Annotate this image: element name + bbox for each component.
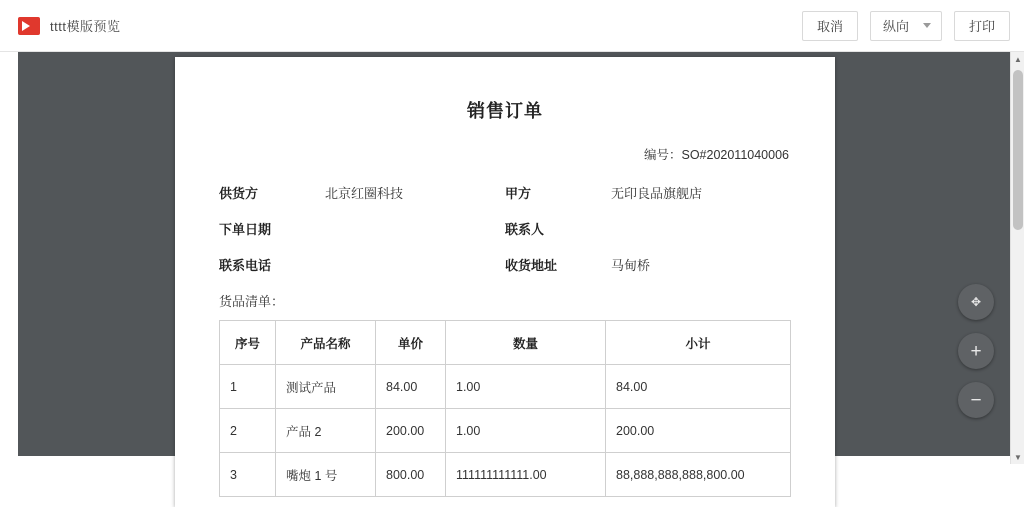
info-cell [219, 183, 505, 202]
cell-quantity: 111111111111.00 [446, 453, 606, 497]
items-table [219, 320, 791, 497]
zoom-in-button[interactable]: + [958, 333, 994, 369]
window-title: tttt模版预览 [50, 19, 121, 34]
table-row [220, 453, 791, 497]
zoom-out-button[interactable]: − [958, 382, 994, 418]
supplier-value: 北京红圈科技 [325, 186, 404, 201]
info-row [219, 255, 791, 274]
cell-quantity: 1.00 [446, 365, 606, 409]
header-unit-price: 单价 [376, 321, 446, 365]
scrollbar-thumb[interactable] [1013, 70, 1023, 230]
chevron-down-icon [923, 23, 931, 28]
address-label: 收货地址 [505, 258, 558, 273]
cell-subtotal: 84.00 [606, 365, 791, 409]
document-title: 销售订单 [467, 101, 543, 121]
scroll-down-icon[interactable]: ▼ [1014, 452, 1022, 462]
info-cell [505, 219, 791, 238]
contact-label: 联系人 [505, 222, 545, 237]
orientation-value: 纵向 [882, 19, 909, 34]
buyer-value: 无印良品旗舰店 [611, 186, 703, 201]
orientation-select[interactable] [870, 11, 942, 41]
buyer-label: 甲方 [505, 186, 532, 201]
pdf-logo-icon [18, 17, 40, 35]
titlebar [0, 0, 1024, 52]
zoom-controls [958, 284, 994, 418]
phone-label: 联系电话 [219, 258, 272, 273]
cell-unit-price: 200.00 [376, 409, 446, 453]
header-index: 序号 [220, 321, 276, 365]
vertical-scrollbar[interactable] [1010, 52, 1024, 464]
supplier-label: 供货方 [219, 186, 259, 201]
info-cell [505, 255, 791, 274]
goods-list-caption: 货品清单： [219, 294, 285, 309]
info-cell [505, 183, 791, 202]
cell-product-name: 测试产品 [276, 365, 376, 409]
info-cell [219, 255, 505, 274]
info-row [219, 183, 791, 202]
cancel-button[interactable]: 取消 [802, 11, 858, 41]
document-code: 编号：SO#202011040006 [643, 148, 789, 162]
cell-index: 1 [220, 365, 276, 409]
table-row [220, 409, 791, 453]
cell-unit-price: 84.00 [376, 365, 446, 409]
document-page [175, 57, 835, 507]
address-value: 马甸桥 [611, 258, 651, 273]
order-info [219, 183, 791, 274]
header-subtotal: 小计 [606, 321, 791, 365]
cell-quantity: 1.00 [446, 409, 606, 453]
fit-to-page-icon: ✥ [970, 295, 982, 309]
cell-product-name: 嘴炮 1 号 [276, 453, 376, 497]
cell-unit-price: 800.00 [376, 453, 446, 497]
scroll-up-icon[interactable]: ▲ [1014, 54, 1022, 64]
info-row [219, 219, 791, 238]
document-viewer[interactable] [18, 52, 1016, 483]
cell-subtotal: 200.00 [606, 409, 791, 453]
cell-subtotal: 88,888,888,888,800.00 [606, 453, 791, 497]
brand [18, 16, 120, 35]
order-date-label: 下单日期 [219, 222, 272, 237]
cell-index: 2 [220, 409, 276, 453]
header-quantity: 数量 [446, 321, 606, 365]
print-button[interactable]: 打印 [954, 11, 1010, 41]
info-cell [219, 219, 505, 238]
fit-to-page-button[interactable] [958, 284, 994, 320]
header-product-name: 产品名称 [276, 321, 376, 365]
table-row [220, 365, 791, 409]
toolbar-actions [802, 11, 1010, 41]
table-header-row [220, 321, 791, 365]
cell-product-name: 产品 2 [276, 409, 376, 453]
cell-index: 3 [220, 453, 276, 497]
